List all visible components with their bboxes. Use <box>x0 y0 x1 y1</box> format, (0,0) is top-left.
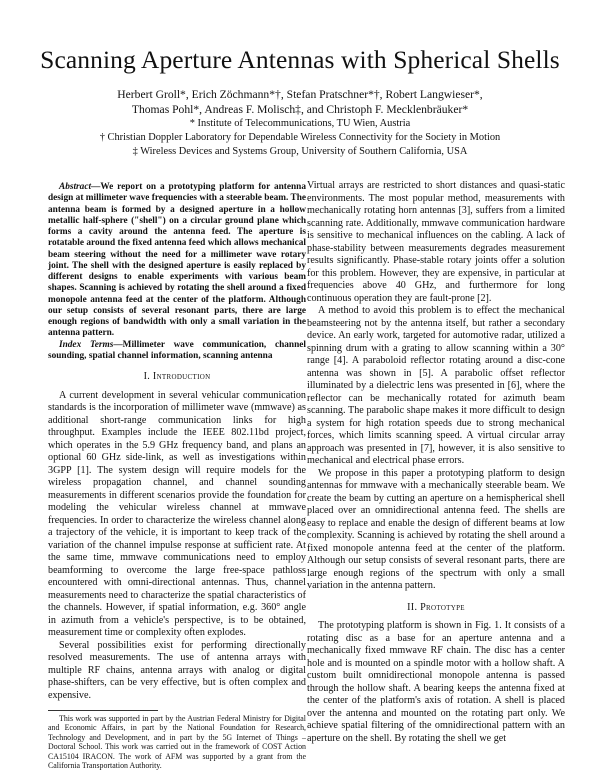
abstract-label: Abstract <box>59 182 92 192</box>
paragraph: A method to avoid this problem is to effect the mechanical beamsteering not by the antenna itself, but rather a secondary device. An early work, targeted for automotive radar, utilized a spinning drum with a grating to allow scanning within a 30° range [4]. A paraboloid reflector rotating around a disc-cone antenna was shown in [5]. A parabolic offset reflector illuminated by a dielectric lens was presented in [6], where the reflector can be mechanically rotated for azimuth beam scanning. The parabolic shape makes it more difficult to design a system for high rotation speeds due to strong mechanical forces, which limits scanning speed. A virtual circular array approach was presented in [7], however, it is also sensitive to mechanical and electrical phase errors. <box>307 305 565 466</box>
paper-title: Scanning Aperture Antennas with Spherical Shells <box>40 45 560 74</box>
footnote-divider <box>48 710 158 711</box>
index-terms-text: —Millimeter wave communication, channel sounding, spatial channel information, scanning antenna <box>48 339 306 361</box>
left-column <box>48 182 306 770</box>
paragraph: We propose in this paper a prototyping platform to design antennas for mmwave with a mechanically steerable beam. We create the beam by cutting an aperture on a hemispherical shell placed over an omnidirectional antenna feed. The shells are easy to replace and enable the design of different beams at low complexity. Scanning is achieved by rotating the shell around a fixed monopole antenna feed at the center of the platform. Although our setup consists of several resonant parts, there are large enough regions of the spectrum with only a small variation in the antenna pattern. <box>307 467 565 591</box>
footnote: This work was supported in part by the Austrian Federal Ministry for Digital and Economic Affairs, in part by the National Foundation for Research, Technology and Development, and in part by the 5G Internet of Things – Doctoral School. This work was carried out in the framework of COST Action CA15104 IRACON. The work of AFM was supported by a grant from the California Transportation Authority. <box>48 714 306 771</box>
paragraph: Several possibilities exist for performing directionally resolved measurements. The use of antenna arrays with multiple RF chains, antenna arrays with analog or digital phase-shifters, can be very effective, but is often complex and expensive. <box>48 639 306 701</box>
affiliation: * Institute of Telecommunications, TU Wien, Austria <box>189 118 411 129</box>
paragraph: Virtual arrays are restricted to short distances and quasi-static environments. The most popular method, measurements with mechanically rotating horn antennas [3], suffers from a limited scanning rate. Additionally, mmwave communication hardware is sensitive to mechanical influences on the cabling. A lack of phase-stability between measurements degrades measurement results significantly. Phase-stable rotary joints offer a solution for this problem. However, they are expensive, in particular at frequencies above 40 GHz, and furthermore for long continuous operation they are fault-prone [2]. <box>307 180 565 304</box>
affiliation-list <box>20 117 580 158</box>
author-list <box>20 88 580 117</box>
section-heading-prototype: II. Prototype <box>407 601 465 613</box>
abstract <box>48 182 306 340</box>
right-column <box>307 180 565 745</box>
paragraph: The prototyping platform is shown in Fig. 1. It consists of a rotating disc as a base for an aperture antenna and a mechanically fixed mmwave RF chain. The disc has a center hole and is mounted on a spindle motor with a hollow shaft. A custom built omnidirectional monopole antenna is passed through the hollow shaft. A bearing keeps the antenna fixed at the center of the platform's axis of rotation. A shell is placed over the antenna and mounted on the rotating part only. We achieve spatial filtering of the omnidirectional pattern with an aperture on the shell. By rotating the shell we get <box>307 620 565 744</box>
section-heading-introduction: I. Introduction <box>143 371 211 382</box>
affiliation: ‡ Wireless Devices and Systems Group, University of Southern California, USA <box>132 145 468 157</box>
author-line: Thomas Pohl*, Andreas F. Molisch‡, and Christoph F. Mecklenbräuker* <box>131 102 469 116</box>
affiliation: † Christian Doppler Laboratory for Dependable Wireless Connectivity for the Society in Motion <box>99 131 501 143</box>
index-terms-label: Index Terms <box>59 339 114 350</box>
index-terms <box>48 340 306 363</box>
paragraph: A current development in several vehicular communication standards is the incorporation of millimeter wave (mmwave) as additional short-range communication links for high throughput. Examples include the IEEE 802.11bd project, which operates in the 5.9 GHz frequency band, and plans an optional 60 GHz side-link, as well as investigations within 3GPP [1]. The system design will require models for the wireless propagation channel, and channel sounding measurements in different scenarios provide the foundation for modeling the vehicular wireless channel at mmwave frequencies. In order to characterize the wireless channel along a trajectory of the vehicle, it is important to keep track of the variation of the channel impulse response at sufficient rate. At the same time, mmwave communications need to employ beamforming to overcome the large free-space pathloss encountered with omni-directional antennas. Thus, channel measurements need to characterize the spatial characteristics of the channels. However, if spatial information, e.g. 360° angle in azimuth from a vehicle's perspective, is to be obtained, measurement time or complexity often explodes. <box>48 389 306 638</box>
author-line: Herbert Groll*, Erich Zöchmann*†, Stefan Pratschner*†, Robert Langwieser*, <box>117 88 483 101</box>
abstract-text: —We report on a prototyping platform for antenna design at millimeter wave frequencies with a steerable beam. The antenna beam is formed by a designed aperture in a hollow metallic half-sphere ("shell") on a circular ground plane which forms a cavity around the antenna feed. The aperture is rotatable around the fixed antenna feed which allows mechanical beam steering without the need for a millimeter wave rotary joint. The shell with the designed aperture is easily replaced by different designs to enable experiments with various beam shapes. Scanning is achieved by rotating the shell around a fixed monopole antenna feed at the center of the platform. Although our setup consists of several resonant parts, there are large enough regions of bandwidth with only a small variation in the antenna pattern. <box>48 182 306 339</box>
